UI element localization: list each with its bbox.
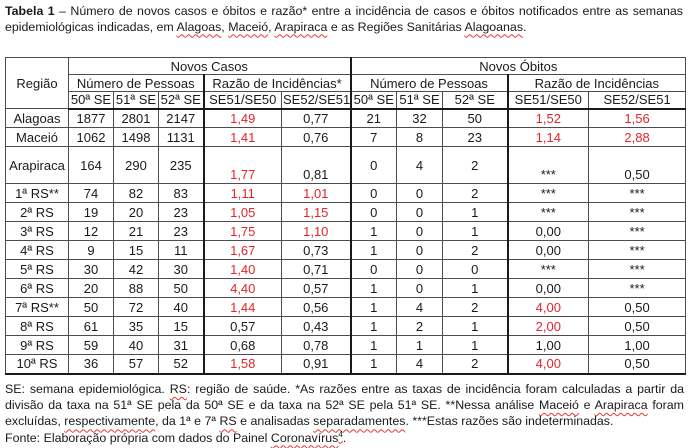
table-row [6,317,686,336]
table-cell: 1,01 [282,184,351,203]
table-cell: 2801 [114,109,159,128]
table-row [6,128,686,147]
table-cell: 1,75 [204,222,282,241]
header-col-casos-se51-se50: SE51/SE50 [204,92,282,109]
table-row [6,279,686,298]
table-cell: 2147 [159,109,204,128]
table-cell: 1 [351,279,397,298]
table-cell: 11 [159,241,204,260]
table-cell: *** [589,241,686,260]
text-segment: excluídas, [5,414,65,429]
footnote-line-1 [5,381,684,397]
table-cell: 32 [397,109,443,128]
text-segment: . ***Estas razões são indeterminadas. [405,414,614,429]
region-cell: 5ª RS [6,260,69,279]
table-cell: 1 [351,355,397,374]
table-cell: 1131 [159,128,204,147]
region-cell: 4ª RS [6,241,69,260]
text-segment: Fonte: Elaboração própria com dados do Painel [5,430,271,445]
header-col-obitos-se52-se51: SE52/SE51 [589,92,686,109]
header-col-casos-50se: 50ª SE [69,92,114,109]
table-cell: 1,00 [589,336,686,355]
misspelled-word: Alagoanas [464,19,524,34]
table-cell: 0,77 [282,109,351,128]
text-segment: . [523,19,527,34]
table-cell: 1,05 [204,203,282,222]
misspelled-word: Maceió [539,398,579,413]
table-cell: 2,88 [589,128,686,147]
header-region: Região [6,58,69,109]
table-row [6,109,686,128]
table-cell: 0 [397,241,443,260]
table-cell: 1 [443,203,508,222]
table-cell: 8 [397,128,443,147]
header-obitos-razao: Razão de Incidências [508,75,686,92]
table-cell: 74 [69,184,114,203]
table-row [6,222,686,241]
text-segment: Tabela 1 [5,4,55,18]
text-segment: divisão da taxa na 51ª SE pela da 50ª SE e da taxa na 52ª SE pela 51ª SE. **Nessa análise [5,398,539,413]
table-cell: 0,57 [282,279,351,298]
table-cell: 1 [351,222,397,241]
header-row-subgroups [6,75,686,92]
header-row-groups [6,58,686,75]
table-cell: 0,00 [508,279,589,298]
table-cell: 290 [114,147,159,184]
table-cell: 0 [397,260,443,279]
table-cell: 2 [443,147,508,184]
table-row [6,336,686,355]
table-cell: 1,10 [282,222,351,241]
table-cell: 4 [397,298,443,317]
region-cell: Alagoas [6,109,69,128]
misspelled-word: separadamentes [313,414,406,429]
table-cell: 0,78 [282,336,351,355]
table-caption [5,4,683,35]
table-cell: 30 [69,260,114,279]
text-segment: epidemiológicas indicadas, em [5,19,177,34]
table-cell: 0 [351,184,397,203]
table-cell: 23 [443,128,508,147]
misspelled-word: RS [169,382,187,396]
table-cell: 4 [397,147,443,184]
table-cell: 82 [114,184,159,203]
region-cell: Maceió [6,128,69,147]
misspelled-word: Coronavírus [270,430,339,445]
text-segment: – Número de novos casos e óbitos e razão* entre a incidência de casos e óbitos notificados entre as semanas [54,4,683,18]
table-cell: *** [508,147,589,184]
text-segment: e analisadas [236,414,314,429]
table-cell: 1,77 [204,147,282,184]
table-cell: *** [508,260,589,279]
table-cell: 0,50 [589,355,686,374]
table-cell: 50 [443,109,508,128]
table-row [6,147,686,184]
table-cell: 2 [443,241,508,260]
header-col-obitos-50se: 50ª SE [351,92,397,109]
table-body [6,109,686,374]
table-cell: 1,11 [204,184,282,203]
table-cell: 23 [159,203,204,222]
text-segment: , [221,19,229,34]
table-cell: 1 [351,336,397,355]
table-cell: 0,43 [282,317,351,336]
table-cell: 0,73 [282,241,351,260]
table-cell: 0,76 [282,128,351,147]
misspelled-word: Arapiraca [594,398,648,413]
misspelled-word: RS [219,414,237,429]
table-cell: 0,68 [204,336,282,355]
header-col-obitos-se51-se50: SE51/SE50 [508,92,589,109]
table-cell: *** [508,203,589,222]
table-cell: *** [589,184,686,203]
table-cell: 15 [159,317,204,336]
table-cell: 1498 [114,128,159,147]
table-cell: 1 [351,317,397,336]
text-segment: e [578,398,595,413]
text-segment: : região de saúde. *As razões entre as taxas de incidência foram calculadas a partir da [186,382,685,396]
table-cell: *** [508,184,589,203]
table-cell: 1,58 [204,355,282,374]
table-cell: 1,67 [204,241,282,260]
table-cell: *** [589,260,686,279]
table-cell: 40 [159,298,204,317]
text-segment: foram [647,398,684,413]
table-cell: 4 [397,355,443,374]
table-cell: 12 [69,222,114,241]
table-cell: 57 [114,355,159,374]
table-cell: 40 [114,336,159,355]
data-table [5,57,686,375]
header-novos-obitos: Novos Óbitos [351,58,686,75]
table-cell: 1,40 [204,260,282,279]
header-col-obitos-51se: 51ª SE [397,92,443,109]
region-cell: 8ª RS [6,317,69,336]
header-col-casos-52se: 52ª SE [159,92,204,109]
table-cell: 0 [443,260,508,279]
table-cell: 235 [159,147,204,184]
text-segment: , [268,19,275,34]
table-cell: 88 [114,279,159,298]
table-cell: 0 [397,222,443,241]
table-cell: 2 [443,355,508,374]
header-col-obitos-52se: 52ª SE [443,92,508,109]
header-casos-pessoas: Número de Pessoas [69,75,204,92]
table-cell: 2 [397,317,443,336]
table-cell: 1,49 [204,109,282,128]
footnote-line-3 [5,413,684,429]
misspelled-word: Maceió [228,19,269,34]
table-cell: 0,71 [282,260,351,279]
table-cell: 42 [114,260,159,279]
footnotes [5,381,684,446]
table-cell: 50 [159,279,204,298]
table-cell: 19 [69,203,114,222]
misspelled-word: respectivamente [64,414,156,429]
table-cell: 0,81 [282,147,351,184]
table-cell: 21 [114,222,159,241]
table-cell: 1,52 [508,109,589,128]
header-obitos-pessoas: Número de Pessoas [351,75,508,92]
table-cell: 0 [397,203,443,222]
table-cell: 1 [443,222,508,241]
footnote-line-2 [5,397,684,413]
table-cell: 0,50 [589,147,686,184]
text-segment: SE: semana epidemiológica. [5,382,170,396]
table-cell: 30 [159,260,204,279]
table-row [6,260,686,279]
table-cell: 0,56 [282,298,351,317]
table-cell: *** [589,203,686,222]
table-cell: 23 [159,222,204,241]
misspelled-word: Arapiraca [274,19,328,34]
table-cell: 50 [69,298,114,317]
table-cell: 35 [114,317,159,336]
region-cell: 2ª RS [6,203,69,222]
table-cell: 0 [351,203,397,222]
table-cell: 72 [114,298,159,317]
table-row [6,184,686,203]
table-cell: 0 [351,147,397,184]
table-cell: 1,14 [508,128,589,147]
text-segment: , da 1ª e 7ª [155,414,220,429]
misspelled-word: 4 [338,429,343,439]
table-cell: 4,00 [508,355,589,374]
region-cell: 6ª RS [6,279,69,298]
table-row [6,298,686,317]
table-cell: 0 [397,279,443,298]
region-cell: 7ª RS** [6,298,69,317]
table-cell: 0 [397,184,443,203]
table-cell: 1 [443,336,508,355]
header-col-casos-se52-se51: SE52/SE51 [283,92,351,108]
table-cell: 2 [443,184,508,203]
table-cell: 0,57 [204,317,282,336]
table-row [6,355,686,374]
table-cell: 1,41 [204,128,282,147]
misspelled-word: Alagoas [176,19,222,34]
text-segment: . [342,430,347,445]
header-row-weeks [6,92,686,109]
text-segment: e as Regiões Sanitárias [327,19,465,34]
table-cell: 1 [351,241,397,260]
table-cell: 1,56 [589,109,686,128]
table-cell: 36 [69,355,114,374]
table-cell: 4,40 [204,279,282,298]
table-cell: 83 [159,184,204,203]
table-cell: 1062 [69,128,114,147]
caption-line-1 [5,4,683,20]
table-cell: *** [589,222,686,241]
table-cell: 1877 [69,109,114,128]
region-cell: 1ª RS** [6,184,69,203]
table-cell: 1 [351,298,397,317]
table-cell: 0,00 [508,222,589,241]
header-casos-razao: Razão de Incidências* [204,75,351,92]
table-cell: 7 [351,128,397,147]
header-novos-casos: Novos Casos [69,58,351,75]
table-cell: 0,00 [508,241,589,260]
region-cell: 9ª RS [6,336,69,355]
table-cell: 20 [114,203,159,222]
table-cell: 9 [69,241,114,260]
header-col-casos-51se: 51ª SE [114,92,159,109]
table-cell: 0,91 [282,355,351,374]
table-cell: 1,00 [508,336,589,355]
footnote-source [5,430,684,446]
region-cell: Arapiraca [6,147,69,184]
table-row [6,203,686,222]
table-cell: 0,50 [589,298,686,317]
table-cell: *** [589,279,686,298]
table-cell: 0,50 [589,317,686,336]
region-cell: 3ª RS [6,222,69,241]
table-cell: 31 [159,336,204,355]
table-cell: 2 [443,298,508,317]
table-cell: 1 [397,336,443,355]
table-cell: 52 [159,355,204,374]
caption-line-2 [5,20,683,36]
table-cell: 2,00 [508,317,589,336]
table-cell: 1 [443,279,508,298]
table-cell: 0 [351,260,397,279]
table-cell: 15 [114,241,159,260]
table-cell: 20 [69,279,114,298]
table-cell: 1,44 [204,298,282,317]
table-cell: 61 [69,317,114,336]
table-cell: 4,00 [508,298,589,317]
table-cell: 21 [351,109,397,128]
table-cell: 59 [69,336,114,355]
table-cell: 164 [69,147,114,184]
table-cell: 1,15 [282,203,351,222]
region-cell: 10ª RS [6,355,69,374]
table-row [6,241,686,260]
table-cell: 1 [443,317,508,336]
